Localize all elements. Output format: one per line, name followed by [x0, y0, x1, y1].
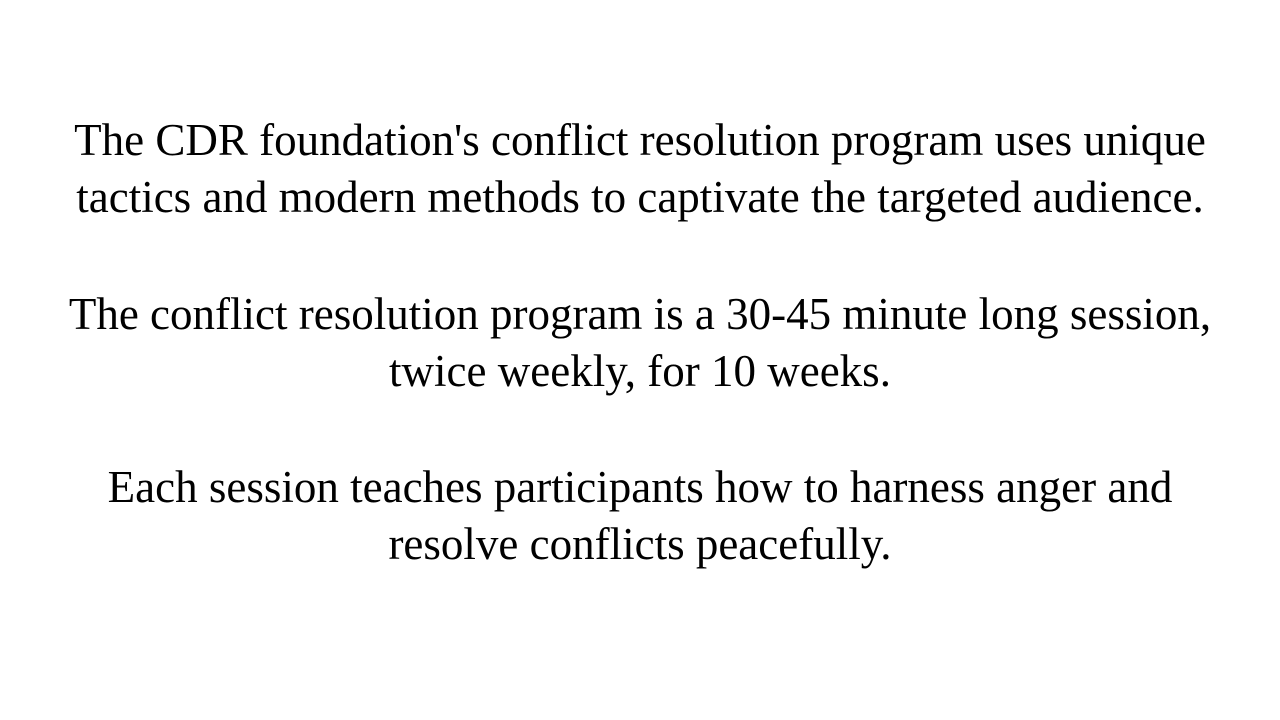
paragraph-line: resolve conflicts peacefully. [388, 519, 892, 569]
paragraph-line: twice weekly, for 10 weeks. [389, 346, 891, 396]
paragraph-line: The CDR foundation's conflict resolution program uses unique [74, 115, 1206, 165]
paragraph-line: tactics and modern methods to captivate the targeted audience. [76, 172, 1204, 222]
session-schedule-paragraph [0, 286, 1280, 400]
paragraph-line: The conflict resolution program is a 30-45 minute long session, [68, 289, 1212, 339]
program-description-paragraph [0, 112, 1280, 226]
session-content-paragraph [0, 459, 1280, 573]
paragraph-line: Each session teaches participants how to harness anger and [107, 462, 1173, 512]
